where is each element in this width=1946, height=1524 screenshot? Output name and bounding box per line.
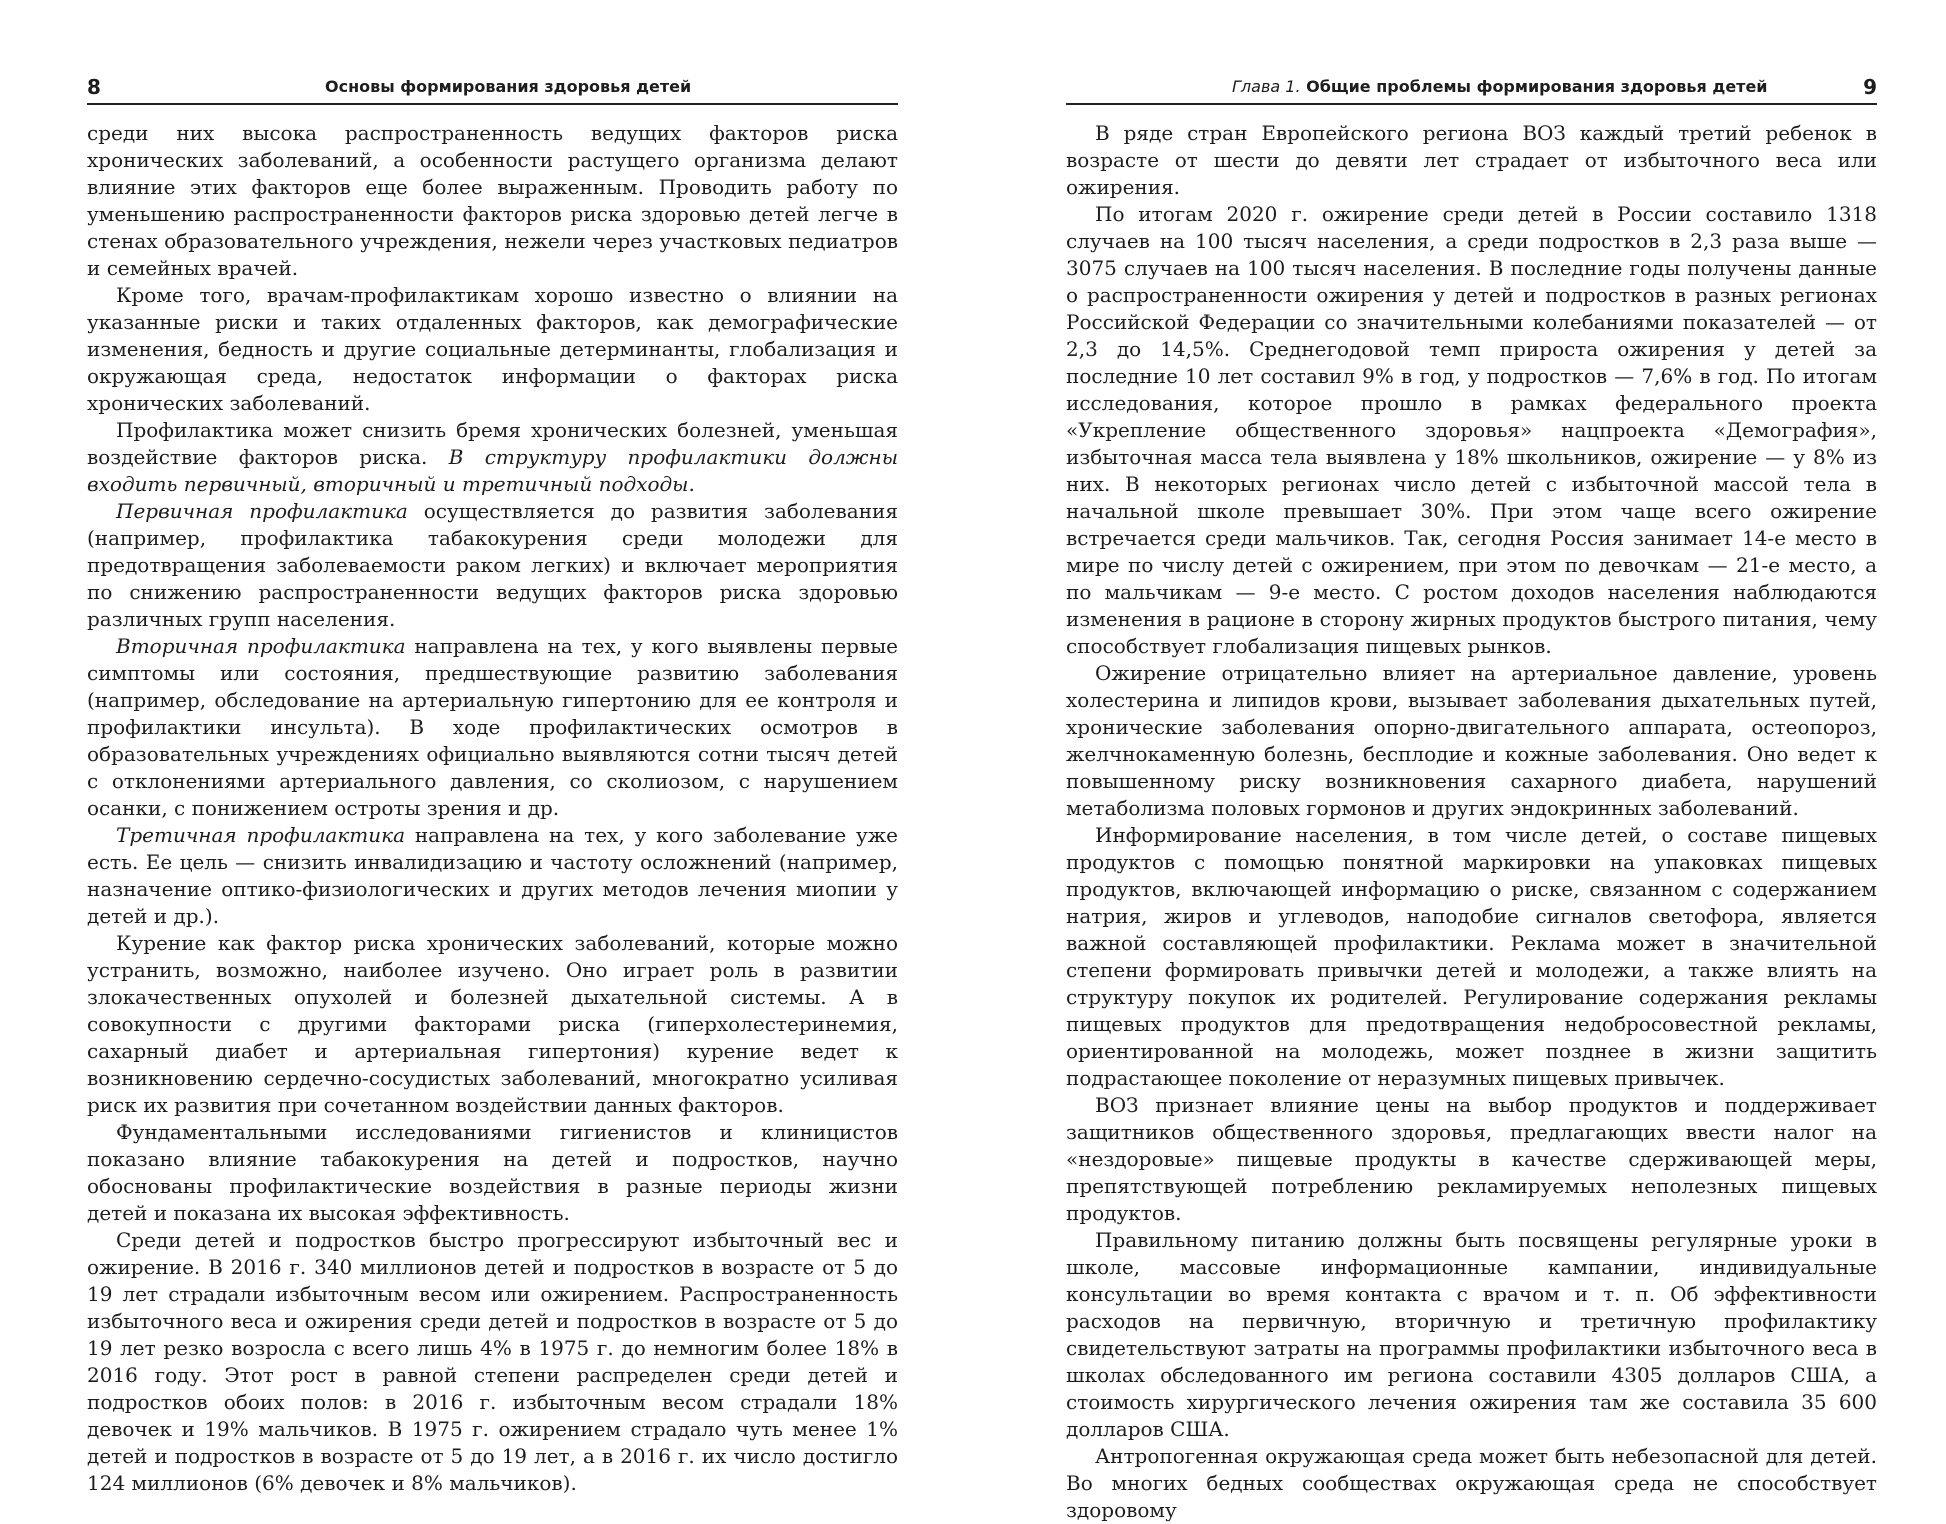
paragraph: По итогам 2020 г. ожирение среди детей в России составило 1318 случаев на 100 тысяч населения, а среди подростков в 2,3 раза выше — 3075 случаев на 100 тысяч населения. В последние годы получены данные о распространенности ожирения у детей и подростков в разных регионах Российской Федерации со значительными колебаниями показателей — от 2,3 до 14,5%. Среднегодовой темп прироста ожирения у детей за последние 10 лет составил 9% в год, у подростков — 7,6% в год. По итогам исследования, которое прошло в рамках федерального проекта «Укрепление общественного здоровья» нацпроекта «Демография», избыточная масса тела выявлена у 18% школьников, ожирение — у 8% из них. В некоторых регионах число детей с избыточной массой тела в начальной школе превышает 30%. При этом чаще всего ожирение встречается среди мальчиков. Так, сегодня Россия занимает 14-е место в мире по числу детей с ожирением, при этом по девочкам — 21-е место, а по мальчикам — 9-е место. С ростом доходов населения наблюдаются изменения в рационе в сторону жирных продуктов быстрого питания, чему способствует глобализация пищевых рынков. — [1066, 202, 1877, 658]
paragraph: Антропогенная окружающая среда может быть небезопасной для детей. Во многих бедных сообществах окружающая среда не способствует здоровому — [1066, 1444, 1877, 1522]
paragraph: Среди детей и подростков быстро прогрессируют избыточный вес и ожирение. В 2016 г. 340 миллионов детей и подростков в возрасте от 5 до 19 лет страдали избыточным весом или ожирением. Распространенность избыточного веса и ожирения среди детей и подростков в возрасте от 5 до 19 лет резко возросла с всего лишь 4% в 1975 г. до немногим более 18% в 2016 году. Этот рост в равной степени распределен среди детей и подростков обоих полов: в 2016 г. избыточным весом страдали 18% девочек и 19% мальчиков. В 1975 г. ожирением страдало чуть менее 1% детей и подростков в возрасте от 5 до 19 лет, а в 2016 г. их число достигло 124 миллионов (6% девочек и 8% мальчиков). — [87, 1228, 898, 1495]
running-head-left — [87, 75, 898, 105]
paragraph: Профилактика может снизить бремя хронических болезней, уменьшая воздействие факторов риска. В структуру профилактики должны входить первичный, вторичный и третичный подходы. — [87, 418, 899, 496]
paragraph: Кроме того, врачам-профилактикам хорошо известно о влиянии на указанные риски и таких отдаленных факторов, как демографические изменения, бедность и другие социальные детерминанты, глобализация и окружающая среда, недостаток информации о факторах риска хронических заболеваний. — [87, 283, 898, 415]
page-number: 8 — [87, 75, 101, 99]
right-page — [1066, 0, 1877, 1522]
paragraph: Первичная профилактика осуществляется до развития заболевания (например, профилактика табакокурения среди молодежи для предотвращения заболеваемости раком легких) и включает мероприятия по снижению распространенности ведущих факторов риска здоровью различных групп населения. — [87, 499, 898, 631]
paragraph: среди них высока распространенность ведущих факторов риска хронических заболеваний, а особенности растущего организма делают влияние этих факторов еще более выраженным. Проводить работу по уменьшению распространенности факторов риска здоровью детей легче в стенах образовательного учреждения, нежели через участковых педиатров и семейных врачей. — [87, 121, 898, 280]
paragraph: ВОЗ признает влияние цены на выбор продуктов и поддерживает защитников общественного здоровья, предлагающих ввести налог на «нездоровые» пищевые продукты в качестве сдерживающей меры, препятствующей потреблению рекламируемых неполезных пищевых продуктов. — [1066, 1093, 1877, 1225]
paragraph: Ожирение отрицательно влияет на артериальное давление, уровень холестерина и липидов крови, вызывает заболевания дыхательных путей, хронические заболевания опорно-двигательного аппарата, остеопороз, желчнокаменную болезнь, бесплодие и кожные заболевания. Оно ведет к повышенному риску возникновения сахарного диабета, нарушений метаболизма половых гормонов и других эндокринных заболеваний. — [1066, 661, 1877, 820]
chapter-label: Глава 1. — [1232, 77, 1301, 96]
running-head-right — [1066, 75, 1877, 105]
paragraph: Курение как фактор риска хронических заболеваний, которые можно устранить, возможно, наиболее изучено. Оно играет роль в развитии злокачественных опухолей и болезней дыхательной системы. А в совокупности с другими факторами риска (гиперхолестеринемия, сахарный диабет и артериальная гипертония) курение ведет к возникновению сердечно-сосудистых заболеваний, многократно усиливая риск их развития при сочетанном воздействии данных факторов. — [87, 931, 898, 1117]
italic-term: Первичная профилактика — [116, 499, 408, 523]
running-head-title: Глава 1. Общие проблемы формирования здоровья детей — [1232, 77, 1768, 96]
page-number: 9 — [1863, 75, 1877, 99]
body-text-left — [87, 120, 898, 1497]
italic-phrase: В структуру профилактики должны входить первичный, вторичный и третичный подходы. — [87, 445, 899, 496]
paragraph: Фундаментальными исследованиями гигиенистов и клиницистов показано влияние табакокурения на детей и подростков, научно обоснованы профилактические воздействия в разные периоды жизни детей и показана их высокая эффективность. — [87, 1120, 898, 1225]
running-head-title: Основы формирования здоровья детей — [325, 77, 692, 96]
paragraph: Правильному питанию должны быть посвящены регулярные уроки в школе, массовые информационные кампании, индивидуальные консультации во время контакта с врачом и т. п. Об эффективности расходов на первичную, вторичную и третичную профилактику свидетельствуют затраты на программы профилактики избыточного веса в школах обследованного им региона составили 4305 долларов США, а стоимость хирургического лечения ожирения там же составила 35 600 долларов США. — [1066, 1228, 1877, 1441]
paragraph: Информирование населения, в том числе детей, о составе пищевых продуктов с помощью понятной маркировки на упаковках пищевых продуктов, включающей информацию о риске, связанном с содержанием натрия, жиров и углеводов, наподобие сигналов светофора, является важной составляющей профилактики. Реклама может в значительной степени формировать привычки детей и молодежи, а также влиять на структуру покупок их родителей. Регулирование содержания рекламы пищевых продуктов для предотвращения недобросовестной рекламы, ориентированной на молодежь, может позднее в жизни защитить подрастающее поколение от неразумных пищевых привычек. — [1066, 823, 1877, 1090]
body-text-right — [1066, 120, 1877, 1524]
paragraph: В ряде стран Европейского региона ВОЗ каждый третий ребенок в возрасте от шести до девяти лет страдает от избыточного веса или ожирения. — [1066, 121, 1877, 199]
paragraph: Вторичная профилактика направлена на тех, у кого выявлены первые симптомы или состояния, предшествующие развитию заболевания (например, обследование на артериальную гипертонию для ее контроля и профилактики инсульта). В ходе профилактических осмотров в образовательных учреждениях официально выявляются сотни тысяч детей с отклонениями артериального давления, со сколиозом, с нарушением осанки, с понижением остроты зрения и др. — [87, 634, 898, 820]
italic-term: Вторичная профилактика — [116, 634, 406, 658]
paragraph: Третичная профилактика направлена на тех, у кого заболевание уже есть. Ее цель — снизить инвалидизацию и частоту осложнений (например, назначение оптико-физиологических и других методов лечения миопии у детей и др.). — [87, 823, 898, 928]
left-page — [87, 0, 899, 1495]
italic-term: Третичная профилактика — [116, 823, 406, 847]
